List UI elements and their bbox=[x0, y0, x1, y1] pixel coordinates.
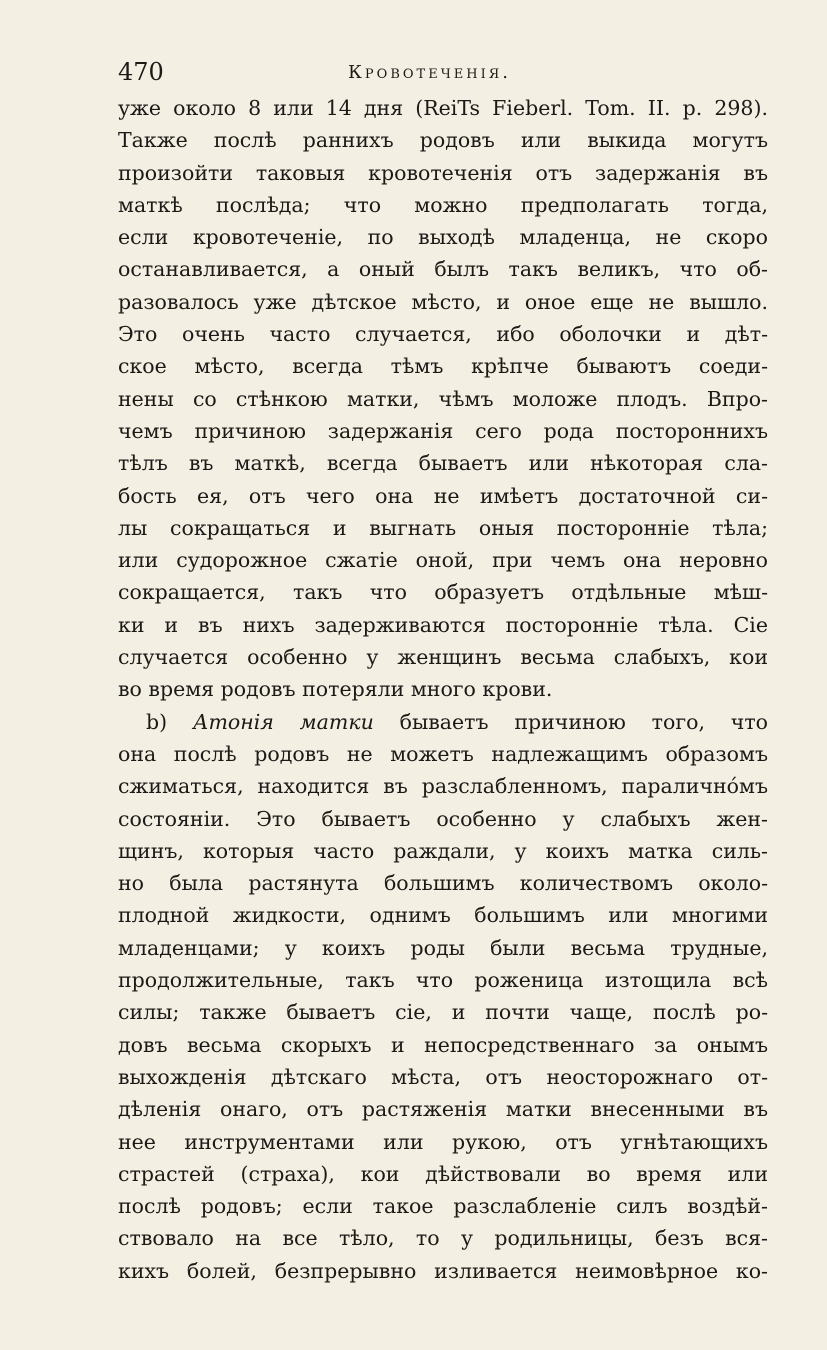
text-line: Это очень часто случается, ибо оболочки и дѣт- bbox=[118, 322, 768, 347]
text-line: младенцами; у коихъ роды были весьма трудные, bbox=[118, 935, 768, 960]
text-line: или судорожное сжатіе оной, при чемъ она неровно bbox=[118, 548, 768, 573]
text-line: она послѣ родовъ не можетъ надлежащимъ образомъ bbox=[118, 741, 768, 766]
item-marker: b) bbox=[146, 709, 193, 734]
text-line: довъ весьма скорыхъ и непосредственнаго за онымъ bbox=[118, 1032, 768, 1057]
text-line: тѣлъ въ маткѣ, всегда бываетъ или нѣкоторая сла- bbox=[118, 451, 768, 476]
text-line: ствовало на все тѣло, то у родильницы, безъ вся- bbox=[118, 1226, 768, 1251]
section-b-line bbox=[118, 706, 768, 738]
text-line: щинъ, которыя часто раждали, у коихъ матка силь- bbox=[118, 838, 768, 863]
text-line: чемъ причиною задержанія сего рода постороннихъ bbox=[118, 418, 768, 443]
text-line: нее инструментами или рукою, отъ угнѣтающихъ bbox=[118, 1129, 768, 1154]
body-text bbox=[118, 92, 768, 1287]
text-line: Также послѣ раннихъ родовъ или выкида могутъ bbox=[118, 128, 768, 153]
line-rest: бываетъ причиною того, что bbox=[373, 709, 769, 734]
text-line: страстей (страха), кои дѣйствовали во время или bbox=[118, 1161, 768, 1186]
text-line: ское мѣсто, всегда тѣмъ крѣпче бываютъ соеди- bbox=[118, 354, 768, 379]
text-line: дѣленія онаго, отъ растяженія матки внесенными въ bbox=[118, 1097, 768, 1122]
text-line: продолжительные, такъ что роженица изтощила всѣ bbox=[118, 968, 768, 993]
text-line: бость ея, отъ чего она не имѣетъ достаточной си- bbox=[118, 483, 768, 508]
text-line: послѣ родовъ; если такое разслабленіе силъ воздѣй- bbox=[118, 1194, 768, 1219]
text-line: если кровотеченіе, по выходѣ младенца, не скоро bbox=[118, 225, 768, 250]
running-title: Кровотеченія. bbox=[348, 62, 511, 83]
text-line: ки и въ нихъ задерживаются посторонніе тѣла. Сіе bbox=[118, 612, 768, 637]
text-line: уже около 8 или 14 дня (ReiTs Fieberl. Tom. II. p. 298). bbox=[118, 96, 768, 120]
text-line: произойти таковыя кровотеченія отъ задержанія въ bbox=[118, 160, 768, 185]
italic-term: Атонія матки bbox=[192, 709, 374, 734]
text-line: выхожденія дѣтскаго мѣста, отъ неосторожнаго от- bbox=[118, 1064, 768, 1089]
page-number: 470 bbox=[118, 58, 164, 86]
text-line: случается особенно у женщинъ весьма слабыхъ, кои bbox=[118, 645, 768, 670]
text-line: сжиматься, находится въ разслабленномъ, паралично́мъ bbox=[118, 774, 768, 799]
text-line: состояніи. Это бываетъ особенно у слабыхъ жен- bbox=[118, 806, 768, 831]
text-line: кихъ болей, безпрерывно изливается неимовѣрное ко- bbox=[118, 1258, 768, 1283]
text-line: разовалось уже дѣтское мѣсто, и оное еще не вышло. bbox=[118, 289, 768, 314]
text-line: сокращается, такъ что образуетъ отдѣльные мѣш- bbox=[118, 580, 768, 605]
text-line: лы сокращаться и выгнать оныя посторонніе тѣла; bbox=[118, 515, 768, 540]
text-line: останавливается, а оный былъ такъ великъ, что об- bbox=[118, 257, 768, 282]
text-line: плодной жидкости, однимъ большимъ или многими bbox=[118, 903, 768, 928]
page-header bbox=[118, 58, 768, 94]
text-line: силы; также бываетъ сіе, и почти чаще, послѣ ро- bbox=[118, 1000, 768, 1025]
text-line: нены со стѣнкою матки, чѣмъ моложе плодъ. Впро- bbox=[118, 386, 768, 411]
text-line: маткѣ послѣда; что можно предполагать тогда, bbox=[118, 192, 768, 217]
text-line: во время родовъ потеряли много крови. bbox=[118, 677, 553, 702]
text-line: но была растянута большимъ количествомъ около- bbox=[118, 871, 768, 896]
